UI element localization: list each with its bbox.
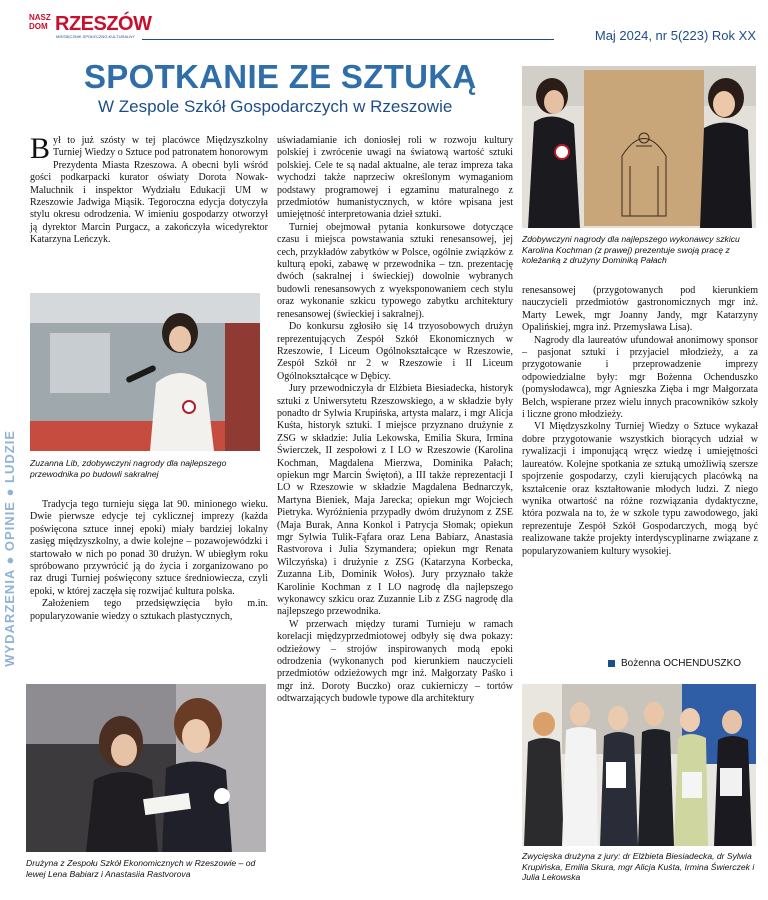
column-1-bottom (30, 499, 268, 623)
caption-photo2: Drużyna z Zespołu Szkół Ekonomicznych w Rzeszowie – od lewej Lena Babiarz i Anastasiia Rastvorova (26, 858, 256, 879)
photo-winning-team-jury (522, 684, 756, 846)
paragraph: W przerwach między turami Turnieju w ramach korelacji międzyprzedmiotowej odbyły się dwa pokazy: odzieżowy – strojów inspirowanych modą epoki odrodzenia (wykonanych pod kierunkiem nauczycieli przedmiotów odzieżowych mgr inż. Małgorzaty Paśko i mgr inż. Doroty Buczko) oraz cukierniczy – tortów odtwarzających budowle typowe dla architektury (277, 618, 513, 705)
paragraph: Tradycja tego turnieju sięga lat 90. minionego wieku. Dwie pierwsze edycje tej cyklicznej imprezy (każda poświęcona sztuce innej epoki) miały bardziej lokalny zasięg międzyszkolny, a dwie kolejne – pozawojewódzki i startowało w nich po ponad 30 drużyn. W ubiegłym roku spróbowano przywrócić ją do życia i zorganizowano po raz drugi Turniej poświęcony sztuce średniowiecza, czyli epoki, w której zaczęła się rozwijać kultura polska. (30, 499, 268, 597)
logo-mark: NASZ DOM (29, 13, 51, 31)
magazine-logo (29, 13, 152, 43)
photo-sketch-winner (522, 66, 756, 228)
byline-marker (608, 660, 615, 667)
section-tab (2, 430, 22, 690)
paragraph: renesansowej (przygotowanych pod kierunkiem nauczycieli przedmiotów gastronomicznych mgr inż. Marty Lewek, mgr Joanny Jandy, mgr Katarzyny Opalińskiej, mgra inż. Przemysława Lisa). (522, 285, 758, 334)
paragraph: uświadamianie ich doniosłej roli w rozwoju kultury polskiej i zwrócenie uwagi na światową wartość sztuki polskiej. Cele te są nadal aktualne, ale teraz impreza taka wychodzi także naprzeciw określonym wymaganiom podstawy programowej i egzaminu maturalnego z przedmiotów humanistycznych, w które wpisana jest umiejętność interpretowania dzieł sztuki. (277, 135, 513, 221)
logo-word: RZESZÓW (55, 13, 152, 35)
paragraph: Nagrody dla laureatów ufundował anonimowy sponsor – pasjonat sztuki i przyjaciel młodzieży, a za przygotowanie i przeprowadzenie imprezy odpowiedzialne były: mgr Bożenna Ochenduszko (pomysłodawca), mgr Agnieszka Zięba i mgr Małgorzata Belch, wspierane przez wielu innych pracowników szkoły i liczne grono młodzieży. (522, 334, 758, 421)
section-tab-label: WYDARZENIA ● OPINIE ● LUDZIE (2, 430, 17, 667)
column-3 (522, 285, 758, 558)
paragraph: Był to już szósty w tej placówce Międzyszkolny Turniej Wiedzy o Sztuce pod patronatem honorowym Prezydenta Miasta Rzeszowa. A obecni byli wśród gości podkarpacki kurator oświaty Dorota Nowak-Maluchnik i inspektor Wydziału Edukacji UM w Rzeszowie Jadwiga Miąsik. Tegoroczna edycja dotyczyła stylu okresu odrodzenia. W imieniu gospodarzy otworzył ją dyrektor Marcin Purgacz, a zakończyła wicedyrektor Katarzyna Leńczyk. (30, 132, 268, 246)
photo-team-zse (26, 684, 266, 852)
column-2 (277, 135, 513, 706)
article-title: SPOTKANIE ZE SZTUKĄ (84, 58, 477, 95)
photo-presenter (30, 293, 260, 451)
drop-cap: B (30, 132, 51, 165)
caption-photo3: Zdobywczyni nagrody dla najlepszego wykonawcy szkicu Karolina Kochman (z prawej) prezentuje swoją pracę z koleżanką z drużyny Dominiką Pałach (522, 234, 740, 265)
paragraph: Do konkursu zgłosiło się 14 trzyosobowych drużyn reprezentujących Zespół Szkół Ekonomicznych w Rzeszowie, I Liceum Ogólnokształcące w Rzeszowie, Zespół Szkół nr 2 w Rzeszowie i II Liceum Ogólnokształcące w Dębicy. (277, 321, 513, 382)
author-byline (608, 658, 741, 669)
caption-photo1: Zuzanna Lib, zdobywczyni nagrody dla najlepszego przewodnika po budowli sakralnej (30, 458, 227, 479)
article-subtitle: W Zespole Szkół Gospodarczych w Rzeszowie (98, 97, 453, 116)
logo-subtitle: MIESIĘCZNIK SPOŁECZNO-KULTURALNY (56, 34, 135, 39)
author-name: Bożenna OCHENDUSZKO (621, 658, 742, 669)
paragraph: Założeniem tego przedsięwzięcia było m.in. popularyzowanie wiedzy o sztukach plastycznych, (30, 598, 268, 622)
paragraph: Jury przewodniczyła dr Elżbieta Biesiadecka, historyk sztuki z Uniwersytetu Rzeszowskiego, a w składzie były ponadto dr Sylwia Krupińska, artysta malarz, i mgr Alicja Kuśta, historyk sztuki. I miejsce przyznano drużynie z ZSG w składzie: Julia Lekowska, Emilia Skura, Irmina Świerczek, II zespołowi z I LO w Rzeszowie (Karolina Kochman, Magdalena Mierzwa, Dominika Pałach; opiekun mgr Marcin Świętoń), a III także reprezentacji I LO w Rzeszowie w składzie Magdalena Bednarczyk, Martyna Bieniek, Maja Jarecka; opiekun mgr Wojciech Pietryka. Wyróżnienia przypadły dwóm drużynom z ZSE (Maja Burak, Anna Konkol i Patrycja Słomak; opiekun mgr Sylwia Tulik-Fąfara oraz Lena Babiarz, Anastasia Rastvorova i Julia Szymandera; opiekun mgr Renata Wilczyńska) i drużynie z ZSG (Katarzyna Korbecka, Zuzanna Lib, Dominik Wołos). Jury przyznało także Karolinie Kochman z I LO nagrodę dla najlepszego wykonawcy szkicu oraz Zuzannie Lib z ZSG nagrodę dla najlepszego przewodnika. (277, 383, 513, 618)
column-1-top (30, 132, 268, 247)
header-rule (142, 39, 554, 40)
caption-photo4: Zwycięska drużyna z jury: dr Elżbieta Biesiadecka, dr Sylwia Krupińska, Emilia Skura, mgr Alicja Kuśta, Irmina Świerczek i Julia Lekowska (522, 851, 755, 882)
paragraph: VI Międzyszkolny Turniej Wiedzy o Sztuce wykazał dobre przygotowanie wszystkich biorących udział w rywalizacji i imponującą wręcz wiedzę i umiejętności laureatów. Kolejne spotkania ze sztuką umożliwią szersze spojrzenie gospodarzy, czyli kierujących placówką na kształcenie oraz kształtowanie młodych ludzi. Z niego wynika otwartość na różne rozwiązania dydaktyczne, która pozwala na to, że w szkole typu zawodowego, jaki reprezentuje Zespół Szkół Gospodarczych, mogą być realizowane także projekty interdyscyplinarne związane z popularyzowaniem kultury wysokiej. (522, 421, 758, 557)
issue-info: Maj 2024, nr 5(223) Rok XX (594, 28, 756, 43)
paragraph: Turniej obejmował pytania konkursowe dotyczące czasu i miejsca powstawania sztuki renesansowej, jej cech, przykładów zabytków w Polsce, ogólnie związków z kulturą epoki, zabawę w przewodnika – tzn. prezentację dwóch (sakralnej i świeckiej) dowolnie wybranych budowli renesansowych z wyeksponowaniem cech stylu oraz wykonanie szkicu typowego zabytku architektury renesansowej (świeckiej i sakralnej). (277, 221, 513, 320)
